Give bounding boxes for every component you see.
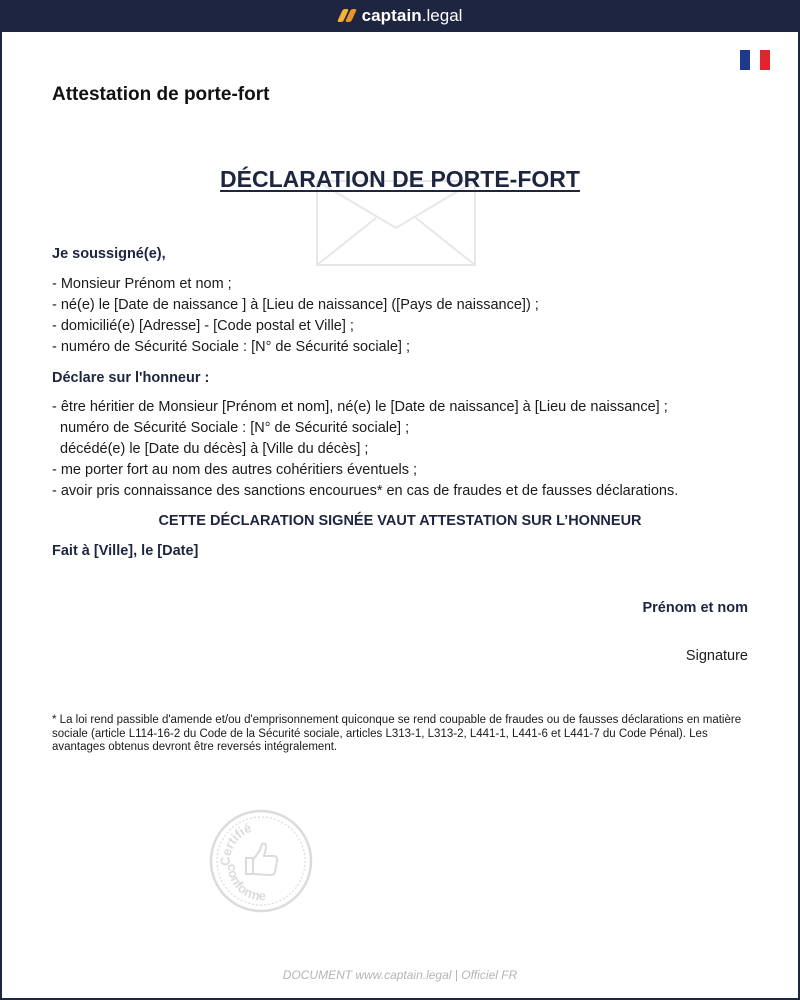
brand-logo-link[interactable] — [338, 6, 463, 26]
french-flag-icon[interactable] — [740, 50, 770, 70]
signature-label: Signature — [685, 648, 748, 664]
brand-name: captain — [361, 6, 422, 25]
declaration-line: numéro de Sécurité Sociale : [N° de Sécurité sociale] ; — [60, 420, 410, 436]
document-title: DÉCLARATION DE PORTE-FORT — [220, 166, 580, 192]
brand-tld: .legal — [421, 6, 463, 25]
place-date: Fait à [Ville], le [Date] — [52, 543, 199, 559]
document-label: Attestation de porte-fort — [52, 84, 270, 105]
identity-line: - né(e) le [Date de naissance ] à [Lieu de naissance] ([Pays de naissance]) ; — [52, 297, 539, 313]
top-bar — [0, 0, 800, 32]
identity-line: - Monsieur Prénom et nom ; — [52, 276, 232, 292]
section-heading-declare: Déclare sur l'honneur : — [52, 370, 210, 386]
declaration-line: - me porter fort au nom des autres cohéritiers éventuels ; — [52, 462, 418, 478]
declaration-line: décédé(e) le [Date du décès] à [Ville du décès] ; — [60, 441, 369, 457]
footer-text: DOCUMENT www.captain.legal | Officiel FR — [282, 968, 518, 982]
certifie-conforme-stamp-icon — [208, 808, 314, 914]
thumbs-up-icon — [246, 844, 277, 876]
declaration-line: - être héritier de Monsieur [Prénom et nom], né(e) le [Date de naissance] à [Lieu de naissance] ; — [52, 399, 668, 415]
identity-line: - numéro de Sécurité Sociale : [N° de Sécurité sociale] ; — [52, 339, 410, 355]
attestation-statement: CETTE DÉCLARATION SIGNÉE VAUT ATTESTATION SUR L’HONNEUR — [158, 513, 642, 529]
section-heading-soussigne: Je soussigné(e), — [52, 246, 166, 262]
signer-name: Prénom et nom — [642, 600, 748, 616]
legal-footnote: * La loi rend passible d'amende et/ou d'emprisonnement quiconque se rend coupable de fraudes ou de fausses déclarations en matière sociale (article L114-16-2 du Code de la Sécurité sociale, articles L313-1, L313-2, L441-1, L441-6 et L441-7 du Code Pénal). Les avantages obtenus devront être reversés intégralement. — [52, 714, 742, 753]
stamp-text-top: Certifié — [217, 820, 254, 867]
declaration-line: - avoir pris connaissance des sanctions encourues* en cas de fraudes et de fausses déclarations. — [52, 483, 679, 499]
identity-line: - domicilié(e) [Adresse] - [Code postal et Ville] ; — [52, 318, 354, 334]
captain-logo-icon — [338, 9, 356, 23]
stamp-text-bottom: conforme — [224, 863, 266, 904]
